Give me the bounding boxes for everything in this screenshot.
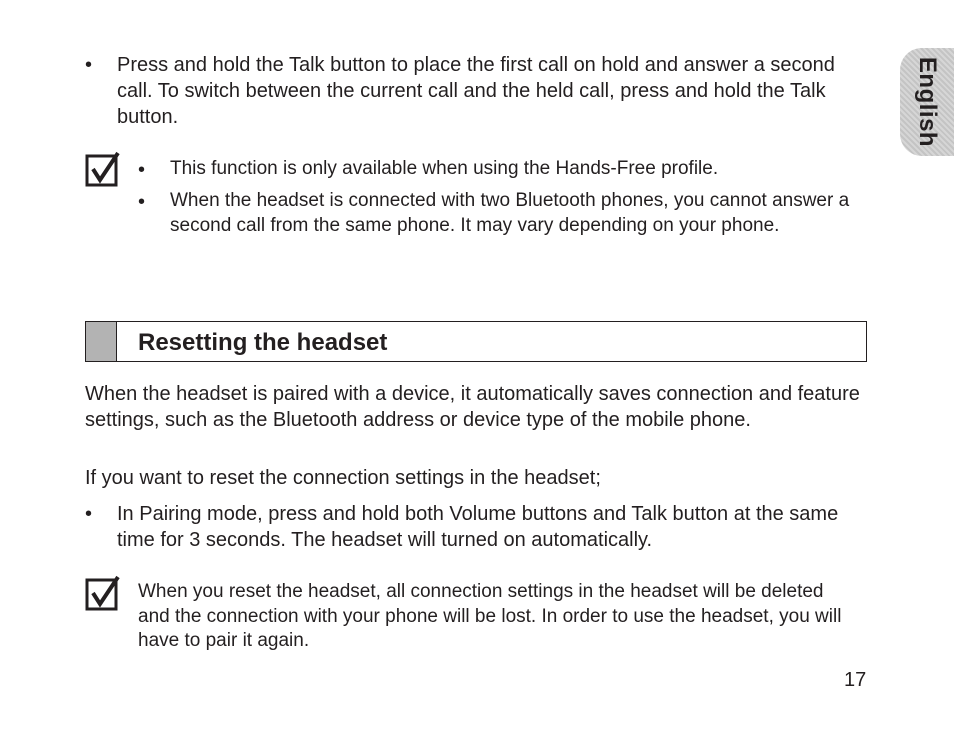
page-number: 17 [844,669,867,691]
language-tab-label: English [914,56,941,148]
bullet-marker: • [138,159,146,181]
note-text: When you reset the headset, all connection settings in the headset will be deleted and the connection with your phone will be lost. In order to use the headset, you will have to pair it again. [138,581,842,651]
bullet-marker: • [85,54,93,76]
checkbox-icon [85,575,121,611]
checkbox-icon [85,151,121,187]
bullet-marker: • [138,191,146,213]
section-title: Resetting the headset [138,329,388,356]
section-header [85,321,867,362]
paragraph: If you want to reset the connection settings in the headset; [85,467,601,489]
list-item-text: In Pairing mode, press and hold both Volume buttons and Talk button at the same time for 3 seconds. The headset will turned on automatically. [117,503,839,551]
list-item-text: Press and hold the Talk button to place the first call on hold and answer a second call. To switch between the current call and the held call, press and hold the Talk button. [117,54,835,128]
note-item-text: This function is only available when using the Hands-Free profile. [170,158,719,179]
paragraph: When the headset is paired with a device, it automatically saves connection and feature settings, such as the Bluetooth address or device type of the mobile phone. [85,383,860,431]
note-item-text: When the headset is connected with two Bluetooth phones, you cannot answer a second call from the same phone. It may vary depending on your phone. [170,190,850,236]
language-tab [900,48,954,156]
section-marker [86,322,117,361]
bullet-marker: • [85,503,93,525]
